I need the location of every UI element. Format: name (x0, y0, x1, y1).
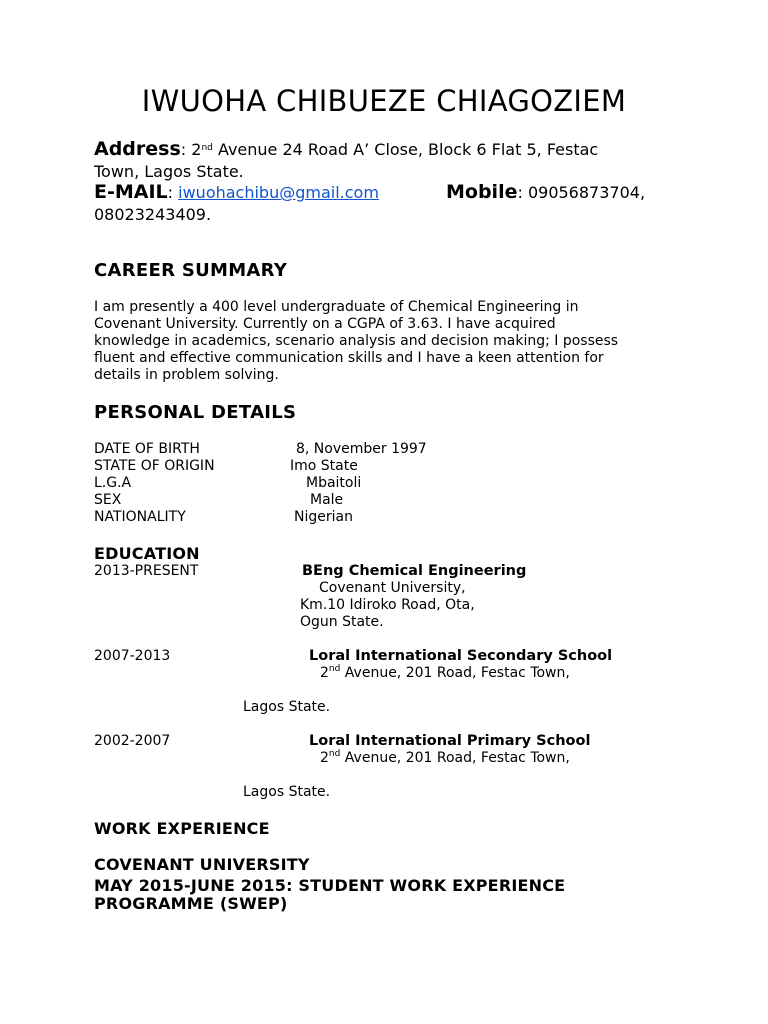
edu-years: 2013-PRESENT (94, 563, 199, 579)
edu-address-line: Covenant University, (319, 580, 466, 596)
work-employer: COVENANT UNIVERSITY (94, 855, 310, 874)
edu-address-line (320, 750, 570, 766)
address-sup: nd (201, 143, 213, 153)
career-summary-heading: CAREER SUMMARY (94, 260, 288, 281)
edu-address-line: Ogun State. (300, 614, 384, 630)
summary-line: details in problem solving. (94, 367, 279, 383)
address-post: Avenue 24 Road A’ Close, Block 6 Flat 5, Festac (212, 140, 599, 159)
summary-line: I am presently a 400 level undergraduate of Chemical Engineering in (94, 299, 579, 315)
edu-title: BEng Chemical Engineering (302, 563, 527, 579)
summary-line: knowledge in academics, scenario analysis and decision making; I possess (94, 333, 619, 349)
work-experience-heading: WORK EXPERIENCE (94, 819, 270, 838)
sex-label: SEX (94, 492, 122, 508)
edu-title: Loral International Secondary School (309, 648, 613, 664)
state-of-origin-label: STATE OF ORIGIN (94, 458, 215, 474)
state-of-origin-value: Imo State (290, 458, 358, 474)
summary-line: Covenant University. Currently on a CGPA of 3.63. I have acquired (94, 316, 556, 332)
lga-label: L.G.A (94, 475, 132, 491)
mobile-line (446, 181, 645, 204)
address-line-2: Town, Lagos State. (94, 162, 244, 181)
mobile-line-2: 08023243409. (94, 205, 212, 224)
edu-address-line: Km.10 Idiroko Road, Ota, (300, 597, 475, 613)
edu-title: Loral International Primary School (309, 733, 591, 749)
work-period-line: MAY 2015-JUNE 2015: STUDENT WORK EXPERIENCE (94, 876, 566, 895)
dob-label: DATE OF BIRTH (94, 441, 200, 457)
address-label: Address (94, 138, 181, 160)
education-heading: EDUCATION (94, 544, 200, 563)
email-line (94, 181, 379, 204)
edu-years: 2007-2013 (94, 648, 171, 664)
addr-post: Avenue, 201 Road, Festac Town, (340, 665, 570, 681)
email-sep: : (167, 183, 179, 202)
sex-value: Male (310, 492, 344, 508)
nationality-value: Nigerian (294, 509, 353, 525)
mobile-value: : 09056873704, (517, 183, 646, 202)
addr-sup: nd (328, 664, 341, 674)
work-period-line-2: PROGRAMME (SWEP) (94, 894, 288, 913)
career-summary-text (94, 299, 684, 384)
candidate-name: IWUOHA CHIBUEZE CHIAGOZIEM (141, 84, 627, 118)
address-pre: : 2 (180, 140, 202, 159)
edu-state: Lagos State. (243, 699, 331, 715)
addr-sup: nd (328, 749, 341, 759)
nationality-label: NATIONALITY (94, 509, 186, 525)
edu-years: 2002-2007 (94, 733, 171, 749)
dob-value: 8, November 1997 (296, 441, 427, 457)
email-link[interactable]: iwuohachibu@gmail.com (178, 183, 379, 202)
edu-address-line (320, 665, 570, 681)
mobile-label: Mobile (446, 181, 518, 203)
addr-pre: 2 (320, 665, 329, 681)
addr-post: Avenue, 201 Road, Festac Town, (340, 750, 570, 766)
edu-state: Lagos State. (243, 784, 331, 800)
summary-line: fluent and effective communication skills and I have a keen attention for (94, 350, 604, 366)
personal-details-heading: PERSONAL DETAILS (94, 402, 297, 423)
lga-value: Mbaitoli (306, 475, 362, 491)
addr-pre: 2 (320, 750, 329, 766)
email-label: E-MAIL (94, 181, 168, 203)
address-line (94, 138, 598, 161)
